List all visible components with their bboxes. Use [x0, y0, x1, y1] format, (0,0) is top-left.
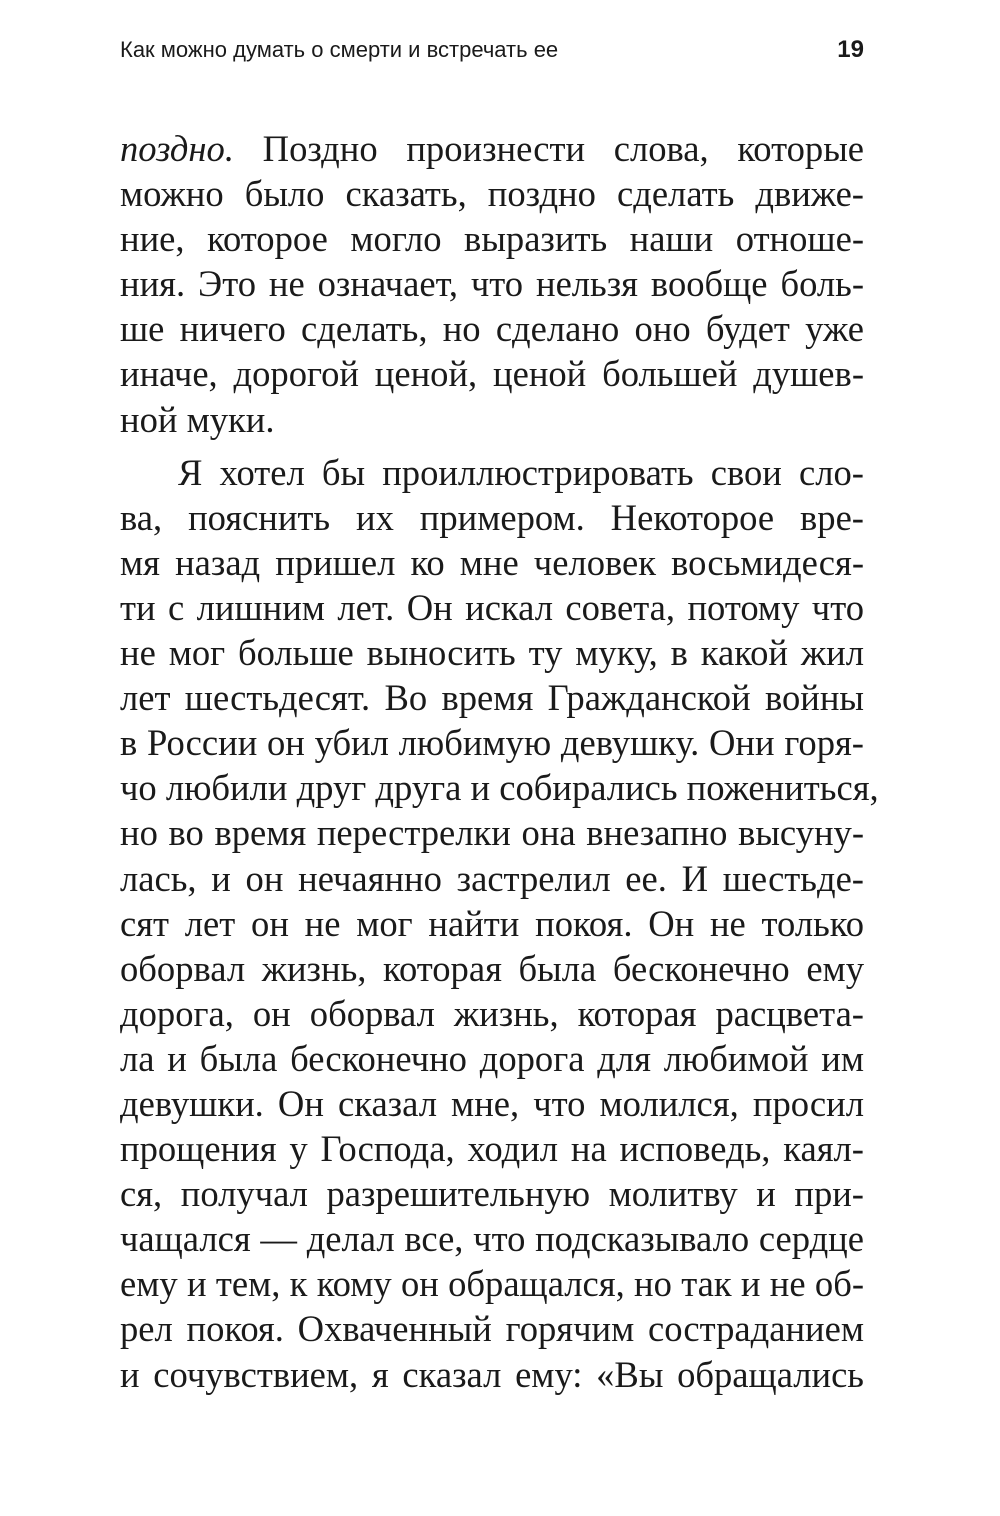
text-line: чащался — делал все, что подсказывало сердце: [120, 1218, 864, 1260]
text-line: [120, 126, 864, 171]
text-line: иначе, дорогой ценой, ценой большей душев-: [120, 353, 864, 395]
running-head-title: Как можно думать о смерти и встречать ее: [120, 37, 559, 62]
text-line: девушки. Он сказал мне, что молился, просил: [120, 1082, 864, 1124]
italic-word: поздно.: [120, 128, 234, 169]
text-line: лет шестьдесят. Во время Гражданской войны: [120, 677, 864, 719]
text-line: ной муки.: [120, 398, 275, 440]
text-line-rest: Поздно произнести слова, которые: [233, 128, 864, 169]
text-line: и сочувствием, я сказал ему: «Вы обращались: [120, 1353, 864, 1395]
paragraph-gap: [120, 442, 864, 450]
text-line: прощения у Господа, ходил на исповедь, каял-: [120, 1128, 864, 1170]
text-line: Я хотел бы проиллюстрировать свои сло-: [178, 451, 864, 493]
running-head: [120, 34, 864, 66]
text-line: ва, пояснить их примером. Некоторое вре-: [120, 496, 864, 538]
text-line: рел покоя. Охваченный горячим состраданием: [120, 1308, 864, 1350]
text-line: оборвал жизнь, которая была бесконечно ему: [120, 947, 864, 989]
text-line: мя назад пришел ко мне человек восьмидеся-: [120, 541, 864, 583]
text-line: ему и тем, к кому он обращался, но так и не об-: [120, 1263, 864, 1305]
text-line: чо любили друг друга и собирались пожениться,: [120, 767, 879, 809]
text-line: ния. Это не означает, что нельзя вообще боль-: [120, 263, 864, 305]
text-line: можно было сказать, поздно сделать движе-: [120, 173, 864, 215]
page-number: 19: [837, 36, 864, 63]
text-line: ние, которое могло выразить наши отноше-: [120, 218, 864, 260]
text-line: лась, и он нечаянно застрелил ее. И шестьде-: [120, 857, 864, 899]
text-line: не мог больше выносить ту муку, в какой жил: [120, 632, 864, 674]
text-line: ше ничего сделать, но сделано оно будет уже: [120, 308, 864, 350]
text-line: дорога, он оборвал жизнь, которая расцвета-: [120, 992, 864, 1034]
text-line: ла и была бесконечно дорога для любимой им: [120, 1037, 864, 1079]
text-line: ся, получал разрешительную молитву и при-: [120, 1173, 864, 1215]
text-line: в России он убил любимую девушку. Они горя-: [120, 722, 864, 764]
text-line: сят лет он не мог найти покоя. Он не только: [120, 902, 864, 944]
body-text: [120, 126, 879, 1397]
text-line: ти с лишним лет. Он искал совета, потому что: [120, 586, 864, 628]
text-line: но во время перестрелки она внезапно высуну-: [120, 812, 864, 854]
